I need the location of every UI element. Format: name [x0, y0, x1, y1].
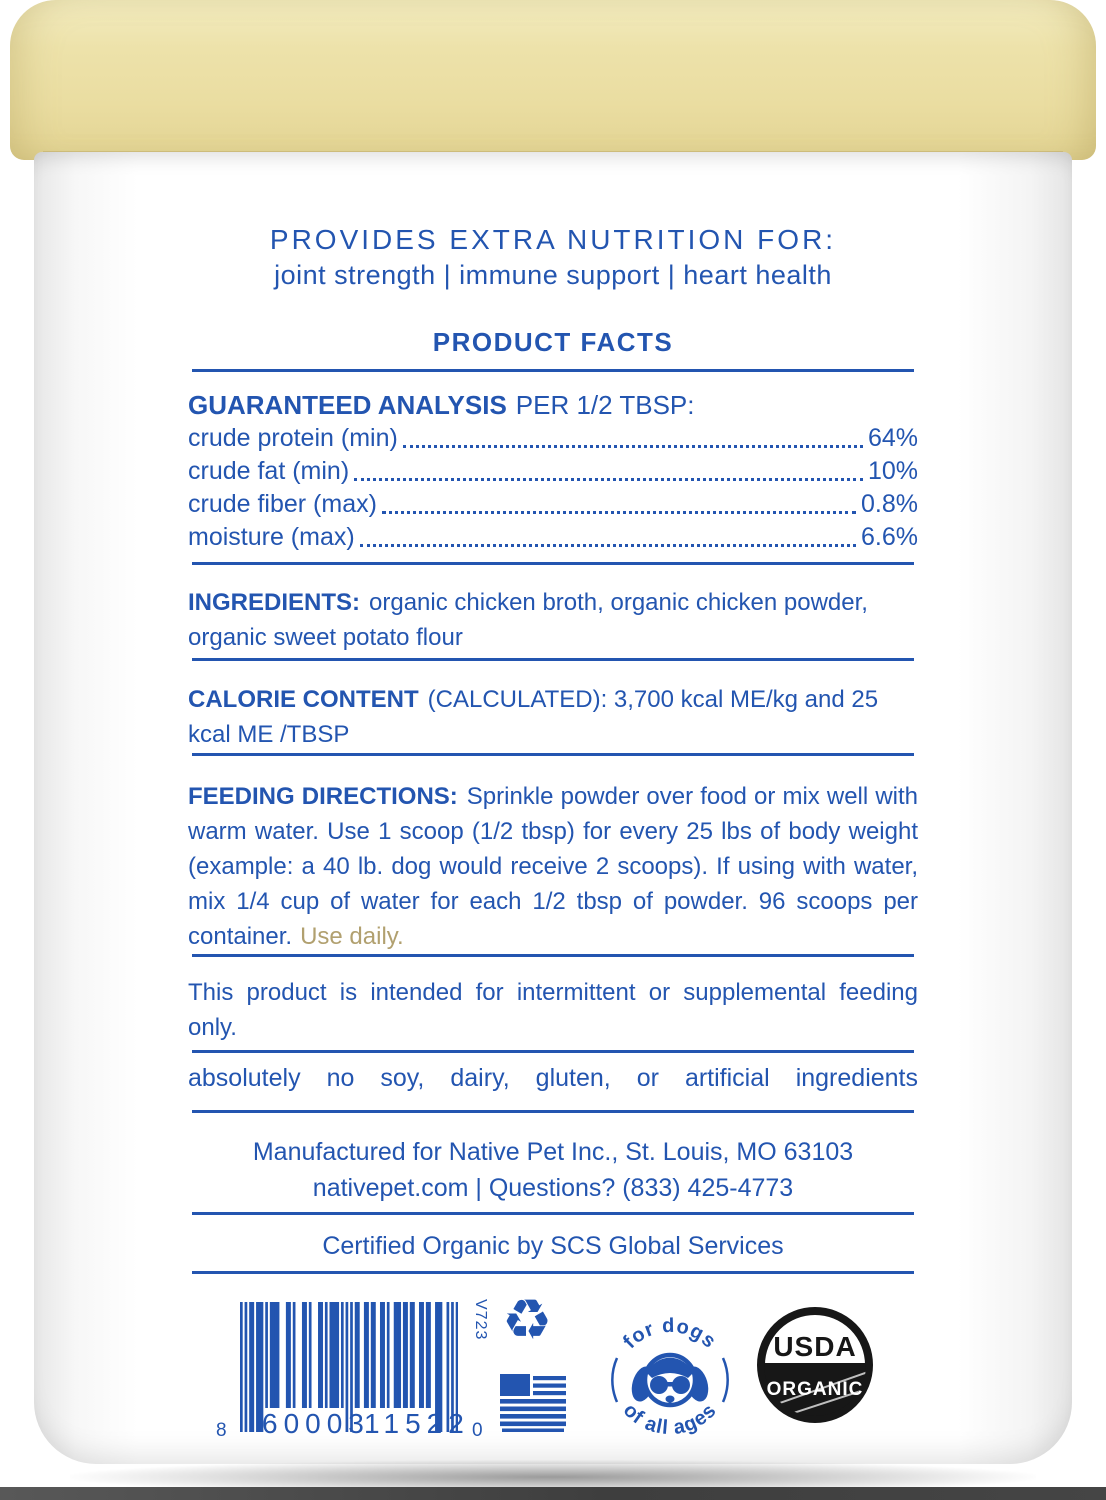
container-lid	[10, 0, 1096, 160]
guaranteed-analysis-heading	[188, 390, 918, 421]
feeding-directions-section	[188, 779, 918, 954]
analysis-value: 10%	[867, 457, 918, 485]
calorie-content-section	[188, 682, 918, 752]
badge-bottom-text: of all ages	[618, 1399, 722, 1440]
version-code: V723	[472, 1299, 489, 1341]
divider-rule	[192, 369, 914, 372]
badge-top-text: for dogs	[619, 1314, 721, 1354]
dotted-leader	[382, 511, 856, 514]
divider-rule	[192, 753, 914, 756]
calorie-content-title: CALORIE CONTENT	[188, 686, 419, 713]
divider-rule	[192, 1212, 914, 1215]
dog-face-icon	[628, 1355, 712, 1405]
divider-rule	[192, 1271, 914, 1274]
badge-left-arc	[612, 1358, 617, 1402]
dotted-leader	[354, 478, 863, 481]
svg-text:for dogs	[619, 1315, 721, 1353]
analysis-label: crude fat (min)	[188, 457, 350, 485]
barcode-digit-left: 8	[216, 1420, 227, 1441]
analysis-label: crude protein (min)	[188, 424, 398, 452]
usda-text: USDA	[773, 1331, 857, 1362]
divider-rule	[192, 1110, 914, 1113]
barcode-digit-right: 0	[472, 1420, 483, 1441]
guaranteed-analysis-per: PER 1/2 TBSP:	[515, 390, 695, 420]
manufacturer-line: Manufactured for Native Pet Inc., St. Louis, MO 63103	[252, 1138, 854, 1166]
surface-edge	[0, 1487, 1106, 1500]
divider-rule	[192, 562, 914, 565]
calorie-content-text: (CALCULATED): 3,700 kcal ME/kg and 25 kcal ME /TBSP	[188, 686, 879, 748]
divider-rule	[192, 1050, 914, 1053]
table-row	[188, 523, 918, 556]
feeding-directions-text: Sprinkle powder over food or mix well with warm water. Use 1 scoop (1/2 tbsp) for every 25 lbs of body weight (example: a 40 lb. dog would receive 2 scoops). If using with water, mix 1/4 cup of water for each 1/2 tbsp of powder. 96 scoops per container.	[188, 783, 918, 950]
table-row	[188, 457, 918, 490]
analysis-label: crude fiber (max)	[188, 490, 377, 518]
intermittent-feeding-note: This product is intended for intermittent or supplemental feeding only.	[188, 979, 918, 1041]
certification-line: Certified Organic by SCS Global Services	[322, 1232, 784, 1260]
table-row	[188, 490, 918, 523]
for-dogs-badge	[602, 1296, 738, 1448]
analysis-value: 6.6%	[861, 523, 918, 551]
use-daily-note: Use daily.	[300, 923, 404, 950]
analysis-value: 64%	[867, 424, 918, 452]
divider-rule	[192, 954, 914, 957]
free-from-claim: absolutely no soy, dairy, gluten, or artificial ingredients	[188, 1064, 918, 1092]
divider-rule	[192, 658, 914, 661]
barcode-digit-group: 60003	[262, 1408, 370, 1439]
organic-text: ORGANIC	[766, 1379, 864, 1400]
barcode-digit-group: 11522	[364, 1408, 470, 1439]
dotted-leader	[360, 544, 856, 547]
ingredients-text: organic chicken broth, organic chicken powder, organic sweet potato flour	[188, 589, 868, 651]
table-row	[188, 424, 918, 457]
product-facts-title: PRODUCT FACTS	[432, 327, 674, 357]
benefits-line: joint strength | immune support | heart health	[274, 260, 832, 290]
ingredients-title: INGREDIENTS:	[188, 589, 361, 616]
us-flag-icon	[500, 1374, 566, 1432]
dotted-leader	[403, 445, 863, 448]
badge-right-arc	[723, 1358, 728, 1402]
guaranteed-analysis-title: GUARANTEED ANALYSIS	[188, 390, 507, 420]
contact-line: nativepet.com | Questions? (833) 425-4773	[312, 1174, 794, 1202]
analysis-value: 0.8%	[861, 490, 918, 518]
ingredients-section	[188, 585, 918, 655]
recycling-icon: ♻	[502, 1288, 553, 1351]
analysis-label: moisture (max)	[188, 523, 355, 551]
feeding-directions-title: FEEDING DIRECTIONS:	[188, 783, 458, 810]
provides-heading: PROVIDES EXTRA NUTRITION FOR:	[269, 224, 837, 255]
usda-organic-seal	[756, 1306, 874, 1424]
guaranteed-analysis-table	[188, 424, 918, 556]
